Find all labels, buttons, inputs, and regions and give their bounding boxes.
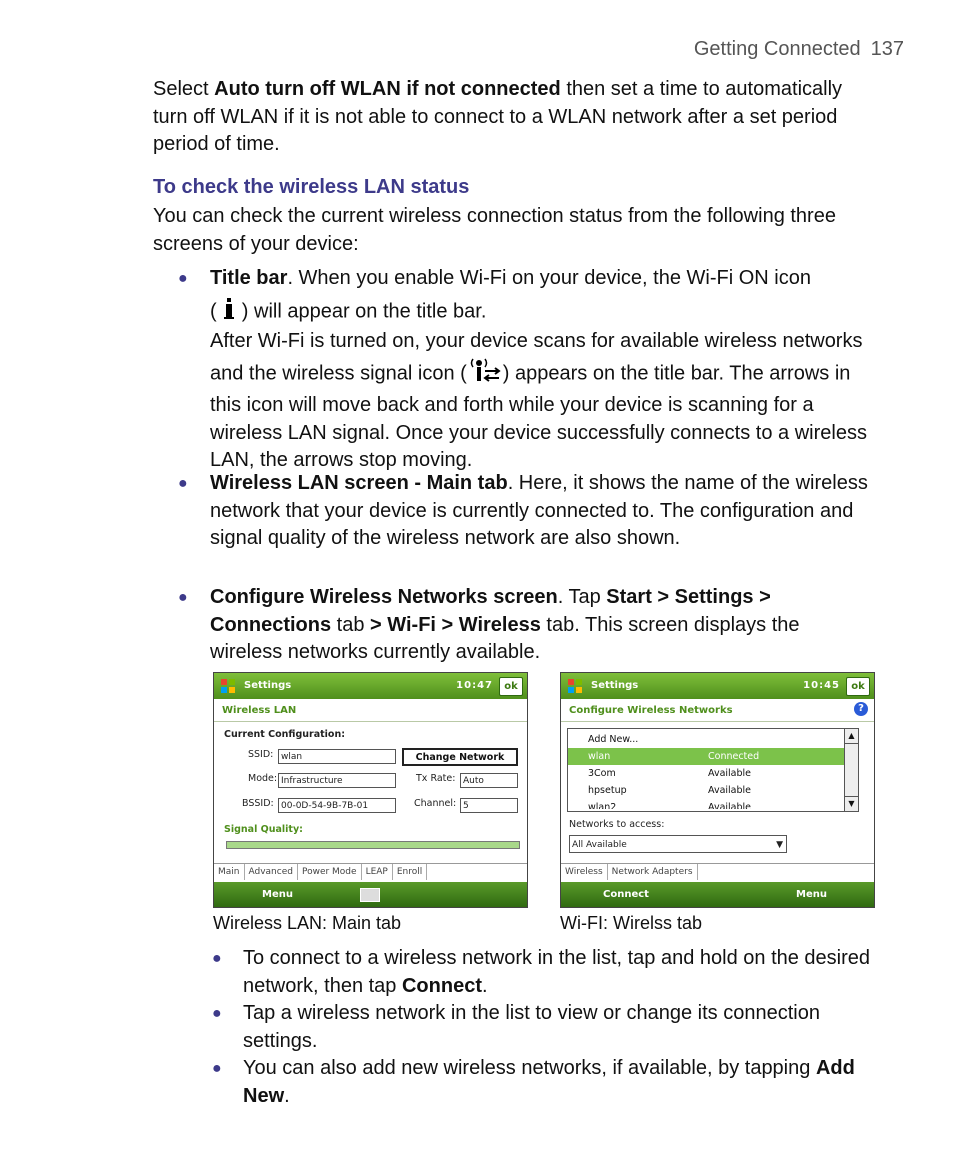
- dropdown-value: All Available: [572, 840, 627, 850]
- network-list: [567, 728, 859, 812]
- network-row[interactable]: [568, 782, 844, 799]
- signal-quality-bar: [226, 841, 520, 849]
- mode-field: Infrastructure: [278, 773, 396, 788]
- mode-label: Mode:: [248, 773, 278, 784]
- bullet3-wifi: > Wi-Fi > Wireless: [370, 613, 541, 636]
- bullet2-bold: Wireless LAN screen - Main tab: [210, 472, 508, 494]
- sub1-bold: Connect: [401, 974, 482, 997]
- bullet-dot: ●: [178, 475, 188, 492]
- tab-strip: [561, 863, 874, 882]
- bullet1-paren-close: ) will appear on the title bar.: [241, 300, 487, 323]
- heading-text: You can check the current wireless connection status from the following three screens of your device:: [153, 205, 836, 255]
- network-name: wlan: [588, 751, 611, 762]
- network-row[interactable]: [568, 765, 844, 782]
- scroll-up-icon[interactable]: ▲: [845, 729, 858, 744]
- sub-bullet-add-new: [243, 1055, 883, 1110]
- sub3-pre: You can also add new wireless networks, if available, by tapping: [243, 1057, 816, 1079]
- bullet1-text: . When you enable Wi-Fi on your device, the Wi-Fi ON icon: [287, 267, 811, 289]
- current-config-label: Current Configuration:: [224, 729, 346, 740]
- bullet-dot: ●: [212, 950, 222, 967]
- intro-pre: Select: [153, 78, 215, 100]
- tab-network-adapters[interactable]: Network Adapters: [608, 864, 698, 880]
- signal-quality-fill: [227, 842, 519, 848]
- scroll-down-icon[interactable]: ▼: [845, 796, 858, 811]
- page-subtitle: [214, 699, 527, 722]
- add-new-item[interactable]: [568, 731, 844, 748]
- sub3-post: .: [284, 1084, 290, 1107]
- tab-wireless[interactable]: Wireless: [561, 864, 608, 880]
- txrate-field: Auto: [460, 773, 518, 788]
- clock: 10:45: [803, 680, 840, 691]
- page-number: 137: [870, 38, 904, 60]
- windows-logo-icon: [567, 678, 583, 694]
- network-state: Available: [708, 785, 752, 796]
- title-bar: [561, 673, 874, 699]
- bullet3-bold: Configure Wireless Networks screen: [210, 586, 558, 608]
- network-state: Available: [708, 802, 752, 809]
- page-subtitle: [561, 699, 874, 722]
- channel-field: 5: [460, 798, 518, 813]
- network-name: wlan2: [588, 802, 617, 809]
- sub3-bold: Add New: [243, 1057, 855, 1107]
- ssid-label: SSID:: [248, 749, 274, 760]
- bullet-dot: ●: [212, 1005, 222, 1022]
- bullet3-t1: . Tap: [557, 586, 607, 608]
- configure-wireless-screenshot: [560, 672, 875, 908]
- network-name: hpsetup: [588, 785, 627, 796]
- network-state: Available: [708, 768, 752, 779]
- intro-bold: Auto turn off WLAN if not connected: [214, 78, 561, 100]
- bullet1-p2-pre: After Wi-Fi is turned on, your device scans for available wireless networks and the wireless signal icon (: [210, 330, 863, 385]
- sub-bullet-connect: [243, 945, 883, 1000]
- chevron-down-icon: ▼: [776, 840, 783, 850]
- clock: 10:47: [456, 680, 493, 691]
- wireless-signal-icon: [467, 356, 503, 393]
- txrate-label: Tx Rate:: [416, 773, 456, 784]
- ok-button[interactable]: ok: [846, 677, 870, 696]
- running-header: [694, 38, 904, 61]
- help-icon[interactable]: ?: [854, 702, 868, 716]
- bullet-dot: ●: [178, 589, 188, 606]
- caption-configure-wireless: Wi-FI: Wirelss tab: [560, 913, 702, 933]
- ok-button[interactable]: ok: [499, 677, 523, 696]
- section-heading: To check the wireless LAN status: [153, 176, 470, 198]
- tab-strip: [214, 863, 527, 882]
- menu-softkey[interactable]: Menu: [262, 889, 293, 900]
- bssid-label: BSSID:: [242, 798, 274, 809]
- bullet-dot: ●: [178, 270, 188, 287]
- bullet3-conn: Connections: [210, 613, 332, 636]
- add-new-label: Add New...: [588, 734, 639, 745]
- caption-wireless-lan: Wireless LAN: Main tab: [213, 913, 402, 933]
- list-scrollbar[interactable]: [844, 729, 858, 811]
- tab-power-mode[interactable]: Power Mode: [298, 864, 362, 880]
- bullet1-paragraph2: [210, 328, 870, 475]
- bullet1-paren-open: (: [210, 300, 217, 323]
- bssid-field: 00-0D-54-9B-7B-01: [278, 798, 396, 813]
- tab-advanced[interactable]: Advanced: [245, 864, 298, 880]
- intro-paragraph: [153, 76, 873, 159]
- bullet3-start: Start > Settings >: [606, 586, 771, 608]
- menu-softkey[interactable]: Menu: [796, 889, 827, 900]
- wireless-lan-screenshot: [213, 672, 528, 908]
- subtitle-text: Configure Wireless Networks: [569, 705, 733, 716]
- connect-softkey[interactable]: Connect: [603, 889, 649, 900]
- bullet1-line2: [210, 295, 870, 330]
- bullet3-t2: tab: [331, 613, 371, 636]
- subtitle-text: Wireless LAN: [222, 705, 297, 716]
- channel-label: Channel:: [414, 798, 457, 809]
- section-title: Getting Connected: [693, 38, 861, 60]
- network-state: Connected: [708, 751, 760, 762]
- bullet1-p2-post: ) appears on the title bar. The arrows in this icon will move back and forth while your device is scanning for a wireless LAN signal. Once your device successfully connects to a wireless LAN, the arrows stop moving.: [210, 362, 867, 471]
- bullet-wireless-lan: [210, 470, 870, 553]
- window-title: Settings: [591, 680, 639, 691]
- bullet3-t3: tab. This screen displays the wireless networks currently available.: [210, 613, 800, 663]
- network-name: 3Com: [588, 768, 616, 779]
- wifi-on-icon: [222, 295, 236, 330]
- softkey-bar: [214, 882, 527, 907]
- networks-dropdown[interactable]: [569, 835, 787, 853]
- networks-to-access-label: Networks to access:: [569, 819, 665, 830]
- window-title: Settings: [244, 680, 292, 691]
- signal-quality-label: Signal Quality:: [224, 824, 303, 835]
- tab-leap[interactable]: LEAP: [362, 864, 393, 880]
- windows-logo-icon: [220, 678, 236, 694]
- ssid-field: wlan: [278, 749, 396, 764]
- sub1-post: .: [481, 974, 488, 997]
- softkey-bar: [561, 882, 874, 907]
- bullet-configure-wireless: [210, 584, 870, 667]
- keyboard-icon[interactable]: [360, 888, 380, 902]
- intro-post: then set a time to automatically turn off WLAN if it is not able to connect to a WLAN network after a set period period of time.: [153, 78, 843, 155]
- sub1-pre: To connect to a wireless network in the list, tap and hold on the desired network, then tap: [243, 947, 871, 997]
- sub-bullet-settings: Tap a wireless network in the list to view or change its connection settings.: [243, 1002, 820, 1052]
- change-network-button[interactable]: Change Network: [402, 748, 518, 766]
- title-bar: [214, 673, 527, 699]
- tab-enroll[interactable]: Enroll: [393, 864, 427, 880]
- bullet2-text: . Here, it shows the name of the wireless network that your device is currently connected to. The configuration and signal quality of the wireless network are also shown.: [210, 472, 868, 549]
- network-row[interactable]: [568, 799, 844, 809]
- bullet-dot: ●: [212, 1060, 222, 1077]
- bullet1-bold: Title bar: [210, 267, 288, 289]
- network-row[interactable]: [568, 748, 844, 765]
- bullet-title-bar: [210, 265, 870, 293]
- tab-main[interactable]: Main: [214, 864, 245, 880]
